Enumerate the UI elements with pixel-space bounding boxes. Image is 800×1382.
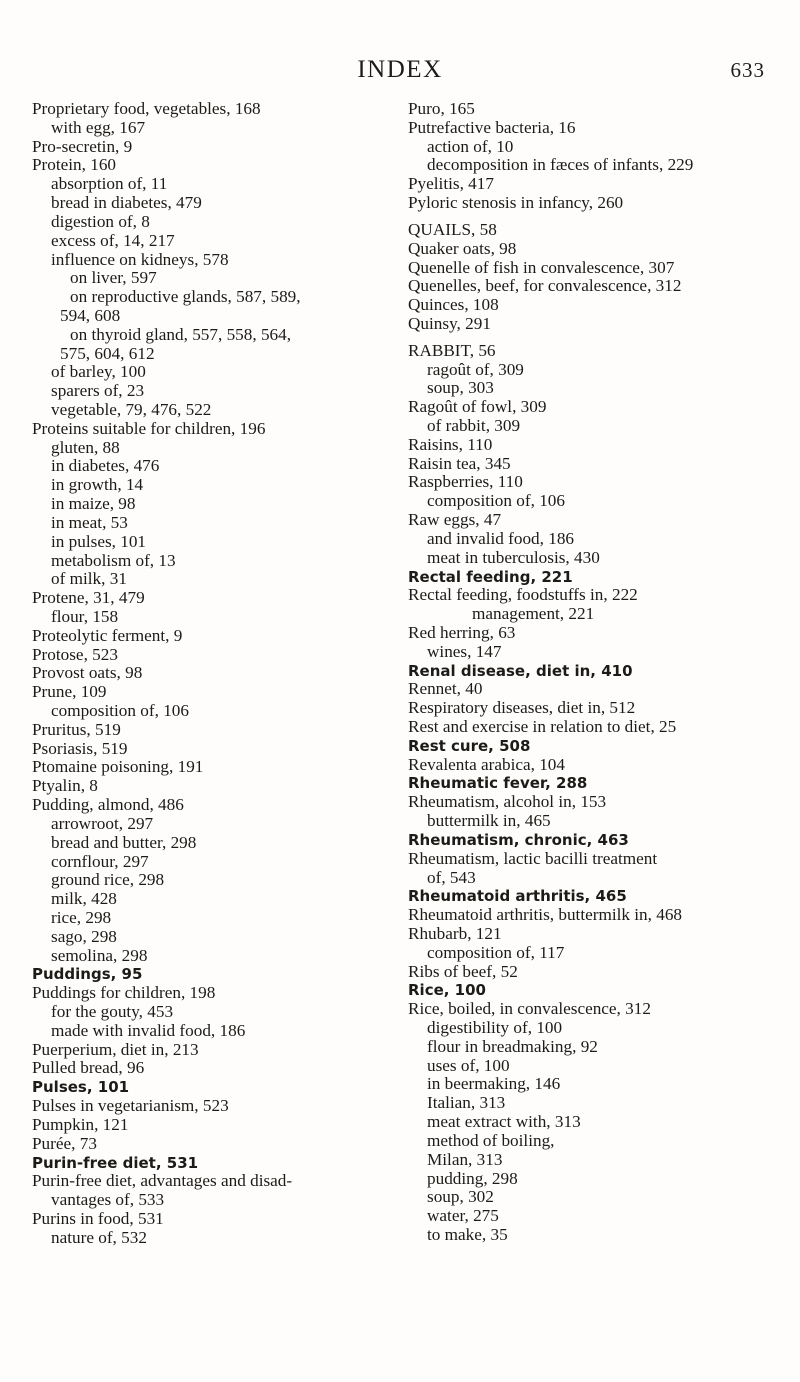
index-subentry: of barley, 100 [51,362,146,382]
index-subentry: meat extract with, 313 [427,1112,581,1132]
index-subentry: in beermaking, 146 [427,1074,561,1094]
index-subentry: made with invalid food, 186 [51,1020,246,1040]
index-entry: Revalenta arabica, 104 [408,754,565,774]
index-entry: Rhubarb, 121 [408,923,502,943]
index-entry: Rectal feeding, 221 [408,567,573,586]
index-entry: Rice, boiled, in convalescence, 312 [408,999,651,1019]
index-entry: Ragoût of fowl, 309 [408,397,547,417]
index-entry: Puddings for children, 198 [32,983,216,1003]
index-entry: Protose, 523 [32,644,118,664]
index-subentry: uses of, 100 [427,1055,510,1075]
index-entry: Quaker oats, 98 [408,238,517,258]
index-entry: Rest and exercise in relation to diet, 25 [408,717,677,736]
index-subentry: in meat, 53 [51,512,128,532]
index-entry: Pulses, 101 [32,1078,130,1097]
index-subentry: composition of, 106 [427,491,565,511]
index-entry: Quinces, 108 [408,295,499,315]
index-subentry: bread and butter, 298 [51,832,197,852]
index-subentry: sparers of, 23 [51,381,145,401]
index-subentry: milk, 428 [51,889,117,909]
index-entry: Raisins, 110 [408,434,493,454]
index-entry: Respiratory diseases, diet in, 512 [408,698,636,718]
index-subentry: in diabetes, 476 [51,456,160,476]
index-entry: Proteins suitable for children, 196 [32,418,266,438]
index-entry: Pro-secretin, 9 [32,136,133,156]
index-subentry: composition of, 117 [427,942,565,962]
index-subentry: on liver, 597 [70,268,157,288]
index-subentry: water, 275 [427,1206,499,1226]
index-subentry: management, 221 [472,604,595,624]
index-subentry: digestion of, 8 [51,211,150,231]
index-subentry: cornflour, 297 [51,851,149,871]
index-entry: Rheumatoid arthritis, buttermilk in, 468 [408,905,683,925]
index-entry: Pyelitis, 417 [408,174,494,194]
index-entry: Puddings, 95 [32,965,143,984]
index-subentry: to make, 35 [427,1224,508,1244]
index-entry: Protene, 31, 479 [32,588,145,608]
index-entry: Rheumatism, alcohol in, 153 [408,792,607,812]
index-entry: RABBIT, 56 [408,340,496,360]
index-subentry: in pulses, 101 [51,531,147,551]
index-subentry: vantages of, 533 [51,1190,165,1210]
index-entry: Puerperium, diet in, 213 [32,1039,199,1059]
index-subentry: digestibility of, 100 [427,1018,563,1037]
index-subentry: decomposition in fæces of infants, 229 [427,155,694,175]
index-subentry: action of, 10 [427,136,514,156]
index-subentry: vegetable, 79, 476, 522 [51,400,212,419]
index-entry: Pulled bread, 96 [32,1058,145,1078]
index-subentry: for the gouty, 453 [51,1002,174,1021]
index-entry: Proprietary food, vegetables, 168 [32,99,261,118]
index-subentry: meat in tuberculosis, 430 [427,547,600,567]
index-entry: Pudding, almond, 486 [32,795,184,815]
index-subentry: buttermilk in, 465 [427,811,551,831]
index-entry: QUAILS, 58 [408,219,497,239]
index-subentry: absorption of, 11 [51,174,168,194]
index-subentry: of milk, 31 [51,569,127,589]
index-subentry: composition of, 106 [51,701,189,720]
index-entry: Rheumatism, lactic bacilli treatment [408,848,658,868]
index-subentry: rice, 298 [51,907,112,927]
index-subentry: flour, 158 [51,606,119,626]
index-subentry: Italian, 313 [427,1093,506,1113]
index-column-right [408,100,780,1245]
index-entry: Raspberries, 110 [408,472,523,492]
index-entry: Rheumatism, chronic, 463 [408,830,629,849]
index-subentry: of, 543 [427,867,476,887]
index-subentry: flour in breadmaking, 92 [427,1036,598,1056]
index-entry: Rest cure, 508 [408,736,531,755]
page-title: INDEX [357,56,443,83]
index-entry: Raw eggs, 47 [408,510,502,530]
index-subentry: 575, 604, 612 [60,343,155,363]
index-subentry: pudding, 298 [427,1168,518,1188]
index-subentry: wines, 147 [427,641,502,661]
index-entry: Ptomaine poisoning, 191 [32,757,204,777]
index-entry: Pyloric stenosis in infancy, 260 [408,193,624,213]
page-header [0,56,800,90]
index-subentry: with egg, 167 [51,117,146,137]
index-entry: Ptyalin, 8 [32,776,98,796]
index-entry: Red herring, 63 [408,622,516,642]
index-subentry: on thyroid gland, 557, 558, 564, [70,324,292,344]
index-subentry: sago, 298 [51,926,117,946]
index-subentry: soup, 302 [427,1187,494,1207]
index-entry: Protein, 160 [32,155,117,175]
index-subentry: in maize, 98 [51,494,136,514]
index-entry: Puro, 165 [408,99,475,118]
index-subentry: nature of, 532 [51,1227,147,1247]
index-subentry: on reproductive glands, 587, 589, [70,287,301,307]
index-entry: Pumpkin, 121 [32,1114,129,1134]
index-subentry: method of boiling, [427,1130,555,1150]
index-subentry: Milan, 313 [427,1149,503,1169]
index-entry: Rheumatoid arthritis, 465 [408,887,627,906]
page-number: 633 [730,58,765,82]
index-column-left [32,100,392,1248]
index-subentry: bread in diabetes, 479 [51,193,202,213]
index-entry: Purins in food, 531 [32,1208,164,1228]
index-entry: Ribs of beef, 52 [408,961,518,981]
index-entry: Provost oats, 98 [32,663,143,683]
index-subentry: gluten, 88 [51,437,120,457]
index-entry: Renal disease, diet in, 410 [408,661,633,680]
index-subentry: of rabbit, 309 [427,416,521,435]
index-entry: Purin-free diet, 531 [32,1153,199,1172]
index-entry: Rennet, 40 [408,679,483,699]
index-entry: Putrefactive bacteria, 16 [408,117,576,137]
index-subentry: metabolism of, 13 [51,550,176,570]
index-entry: Purée, 73 [32,1133,97,1153]
index-subentry: 594, 608 [60,305,121,325]
index-entry: Raisin tea, 345 [408,453,511,473]
index-entry: Rice, 100 [408,981,486,1000]
index-subentry: semolina, 298 [51,945,148,965]
index-entry: Quenelle of fish in convalescence, 307 [408,257,675,277]
index-entry: Proteolytic ferment, 9 [32,625,183,645]
index-entry: Quenelles, beef, for convalescence, 312 [408,276,682,296]
index-subentry: influence on kidneys, 578 [51,249,229,269]
index-subentry: in growth, 14 [51,475,144,495]
index-entry: Psoriasis, 519 [32,738,128,758]
index-subentry: ragoût of, 309 [427,359,524,379]
index-subentry: arrowroot, 297 [51,813,154,833]
index-entry: Quinsy, 291 [408,313,491,333]
index-subentry: and invalid food, 186 [427,528,575,548]
index-entry: Pruritus, 519 [32,719,121,739]
index-entry: Pulses in vegetarianism, 523 [32,1096,229,1116]
index-entry: Purin-free diet, advantages and disad- [32,1171,293,1191]
index-subentry: excess of, 14, 217 [51,230,175,250]
index-entry: Prune, 109 [32,682,107,702]
index-entry: Rheumatic fever, 288 [408,774,588,793]
index-entry: Rectal feeding, foodstuffs in, 222 [408,585,638,605]
index-subentry: ground rice, 298 [51,870,165,890]
index-subentry: soup, 303 [427,378,494,398]
